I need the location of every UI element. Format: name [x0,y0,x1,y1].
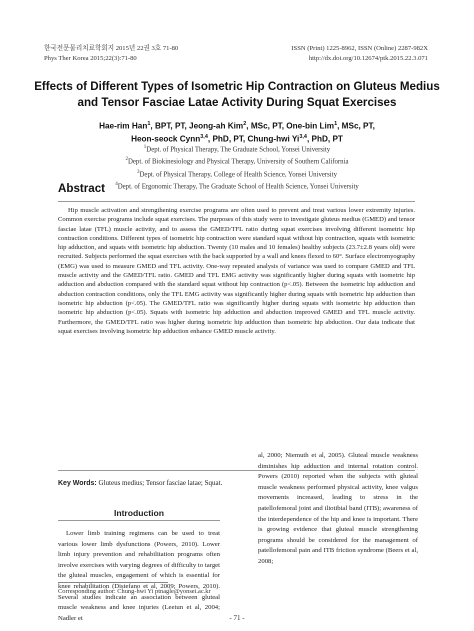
intro-right-column: al, 2000; Niemuth et al, 2005). Gluteal muscle weakness diminishes hip adduction and internal rotation control. Powers (2010) reported when the subjects with gluteal muscle weakness performed physical activity, knee valgus movements increased, leading to stress in the patellofemoral joint and iliotibial band (ITB); awareness of the interdependence of the hip and knee is important. There is growing evidence that gluteal muscle strengthening programs should be considered for the management of patellofemoral pain and ITB friction syndrome (Beers et al, 2008; [258,452,418,565]
authors-line-1: Hae-rim Han$^1$, BPT, PT, Jeong-ah Kim$^2$, MSc, PT, One-bin Lim$^1$, MSc, PT, [99,121,375,131]
abstract-heading: Abstract [58,182,106,195]
issn: ISSN (Print) 1225-8962, ISSN (Online) 2287-982X [291,45,428,52]
affiliation: $^3$Dept. of Physical Therapy, College of Health Science, Yonsei University [137,169,337,178]
abstract-top-rule [58,201,415,202]
introduction-heading: Introduction [58,508,220,518]
doi-link[interactable]: http://dx.doi.org/10.12674/ptk.2015.22.3.071 [308,55,428,62]
keywords-label: Key Words: [58,480,97,487]
journal-english: Phys Ther Korea 2015;22(3):71-80 [44,55,137,62]
intro-left-column: Lower limb training regimens can be used to treat various lower limb dysfunctions (Powers, 2010). Lower limb injury prevention and rehabilitation programs often involve exercises with varying degrees of difficulty to target the gluteal muscles, engagement of which is essential for knee rehabilitation (Distefano et al, 2009; Powers, 2010). Several studies indicate an association between gluteal muscle weakness and knee injuries (Leetun et al, 2004; Nadler et [58,530,220,622]
corresponding-author: Corresponding author: Chung-hwi Yi ptnagle@yonsei.ac.kr [58,588,211,595]
journal-header-right [291,44,428,64]
paper-title: Effects of Different Types of Isometric Hip Contraction on Gluteus Medius and Tensor Fasciae Latae Activity During Squat Exercises [34,80,440,109]
page-number: - 71 - [229,614,245,622]
authors-line-2: Heon-seock Cynn$^{3,4}$, PhD, PT, Chung-hwi Yi$^{3,4}$, PhD, PT [131,133,343,144]
affiliation: $^4$Dept. of Ergonomic Therapy, The Graduate School of Health Science, Yonsei University [115,181,359,191]
affiliation: $^2$Dept. of Biokinesiology and Physical Therapy, University of Southern California [125,157,349,166]
journal-header-left [44,44,178,64]
keywords-text: Gluteus medius; Tensor fasciae latae; Squat. [98,479,223,487]
journal-korean: 한국전문물리치료학회지 2015년 22권 3호 71-80 [44,45,179,52]
authors [40,119,434,144]
abstract-text: Hip muscle activation and strengthening exercise programs are often used to prevent and treat various lower extremity injuries. Common exercise programs include squat exercises. The purposes of this study were to investigate gluteus medius (GMED) and tensor fasciae latae (TFL) muscle activity, and to assess the GMED/TFL ratio during squat exercises involving different isometric hip contraction conditions. Different types of isometric hip contraction were standard squat without hip contraction, squats with isometric hip adduction, and squats with isometric hip abduction. Twenty (10 males and 10 females) healthy subjects (23.7±2.8 years old) were recruited. Subjects performed the squat exercises with the back supported by a wall and knees flexed to 60°. Surface electromyography (EMG) was used to measure GMED and TFL activity. One-way repeated analysis of variance was used to compare GMED and TFL muscle activity and the GMED/TFL ratio. GMED and TFL EMG activity was significantly higher during squats with isometric hip adduction and abduction compared with the standard squat without hip contraction (p<.05). Between the isometric hip adduction and abduction contraction conditions, only the TFL EMG activity was significantly higher during squats with isometric hip adduction than isometric hip abduction (p<.05). The GMED/TFL ratio was significantly higher during squats with isometric hip adduction than isometric hip abduction (p<.05). Squats with isometric hip adduction and abduction improved GMED and TFL muscle activity. Furthermore, the GMED/TFL ratio was higher during isometric hip adduction than isometric hip abduction. Our data indicate that squat exercises involving isometric hip adduction enhance GMED muscle activity. [58,207,415,335]
affiliation: $^1$Dept. of Physical Therapy, The Graduate School, Yonsei University [143,145,331,154]
footnote-rule [58,582,168,583]
introduction-rule [58,520,220,521]
